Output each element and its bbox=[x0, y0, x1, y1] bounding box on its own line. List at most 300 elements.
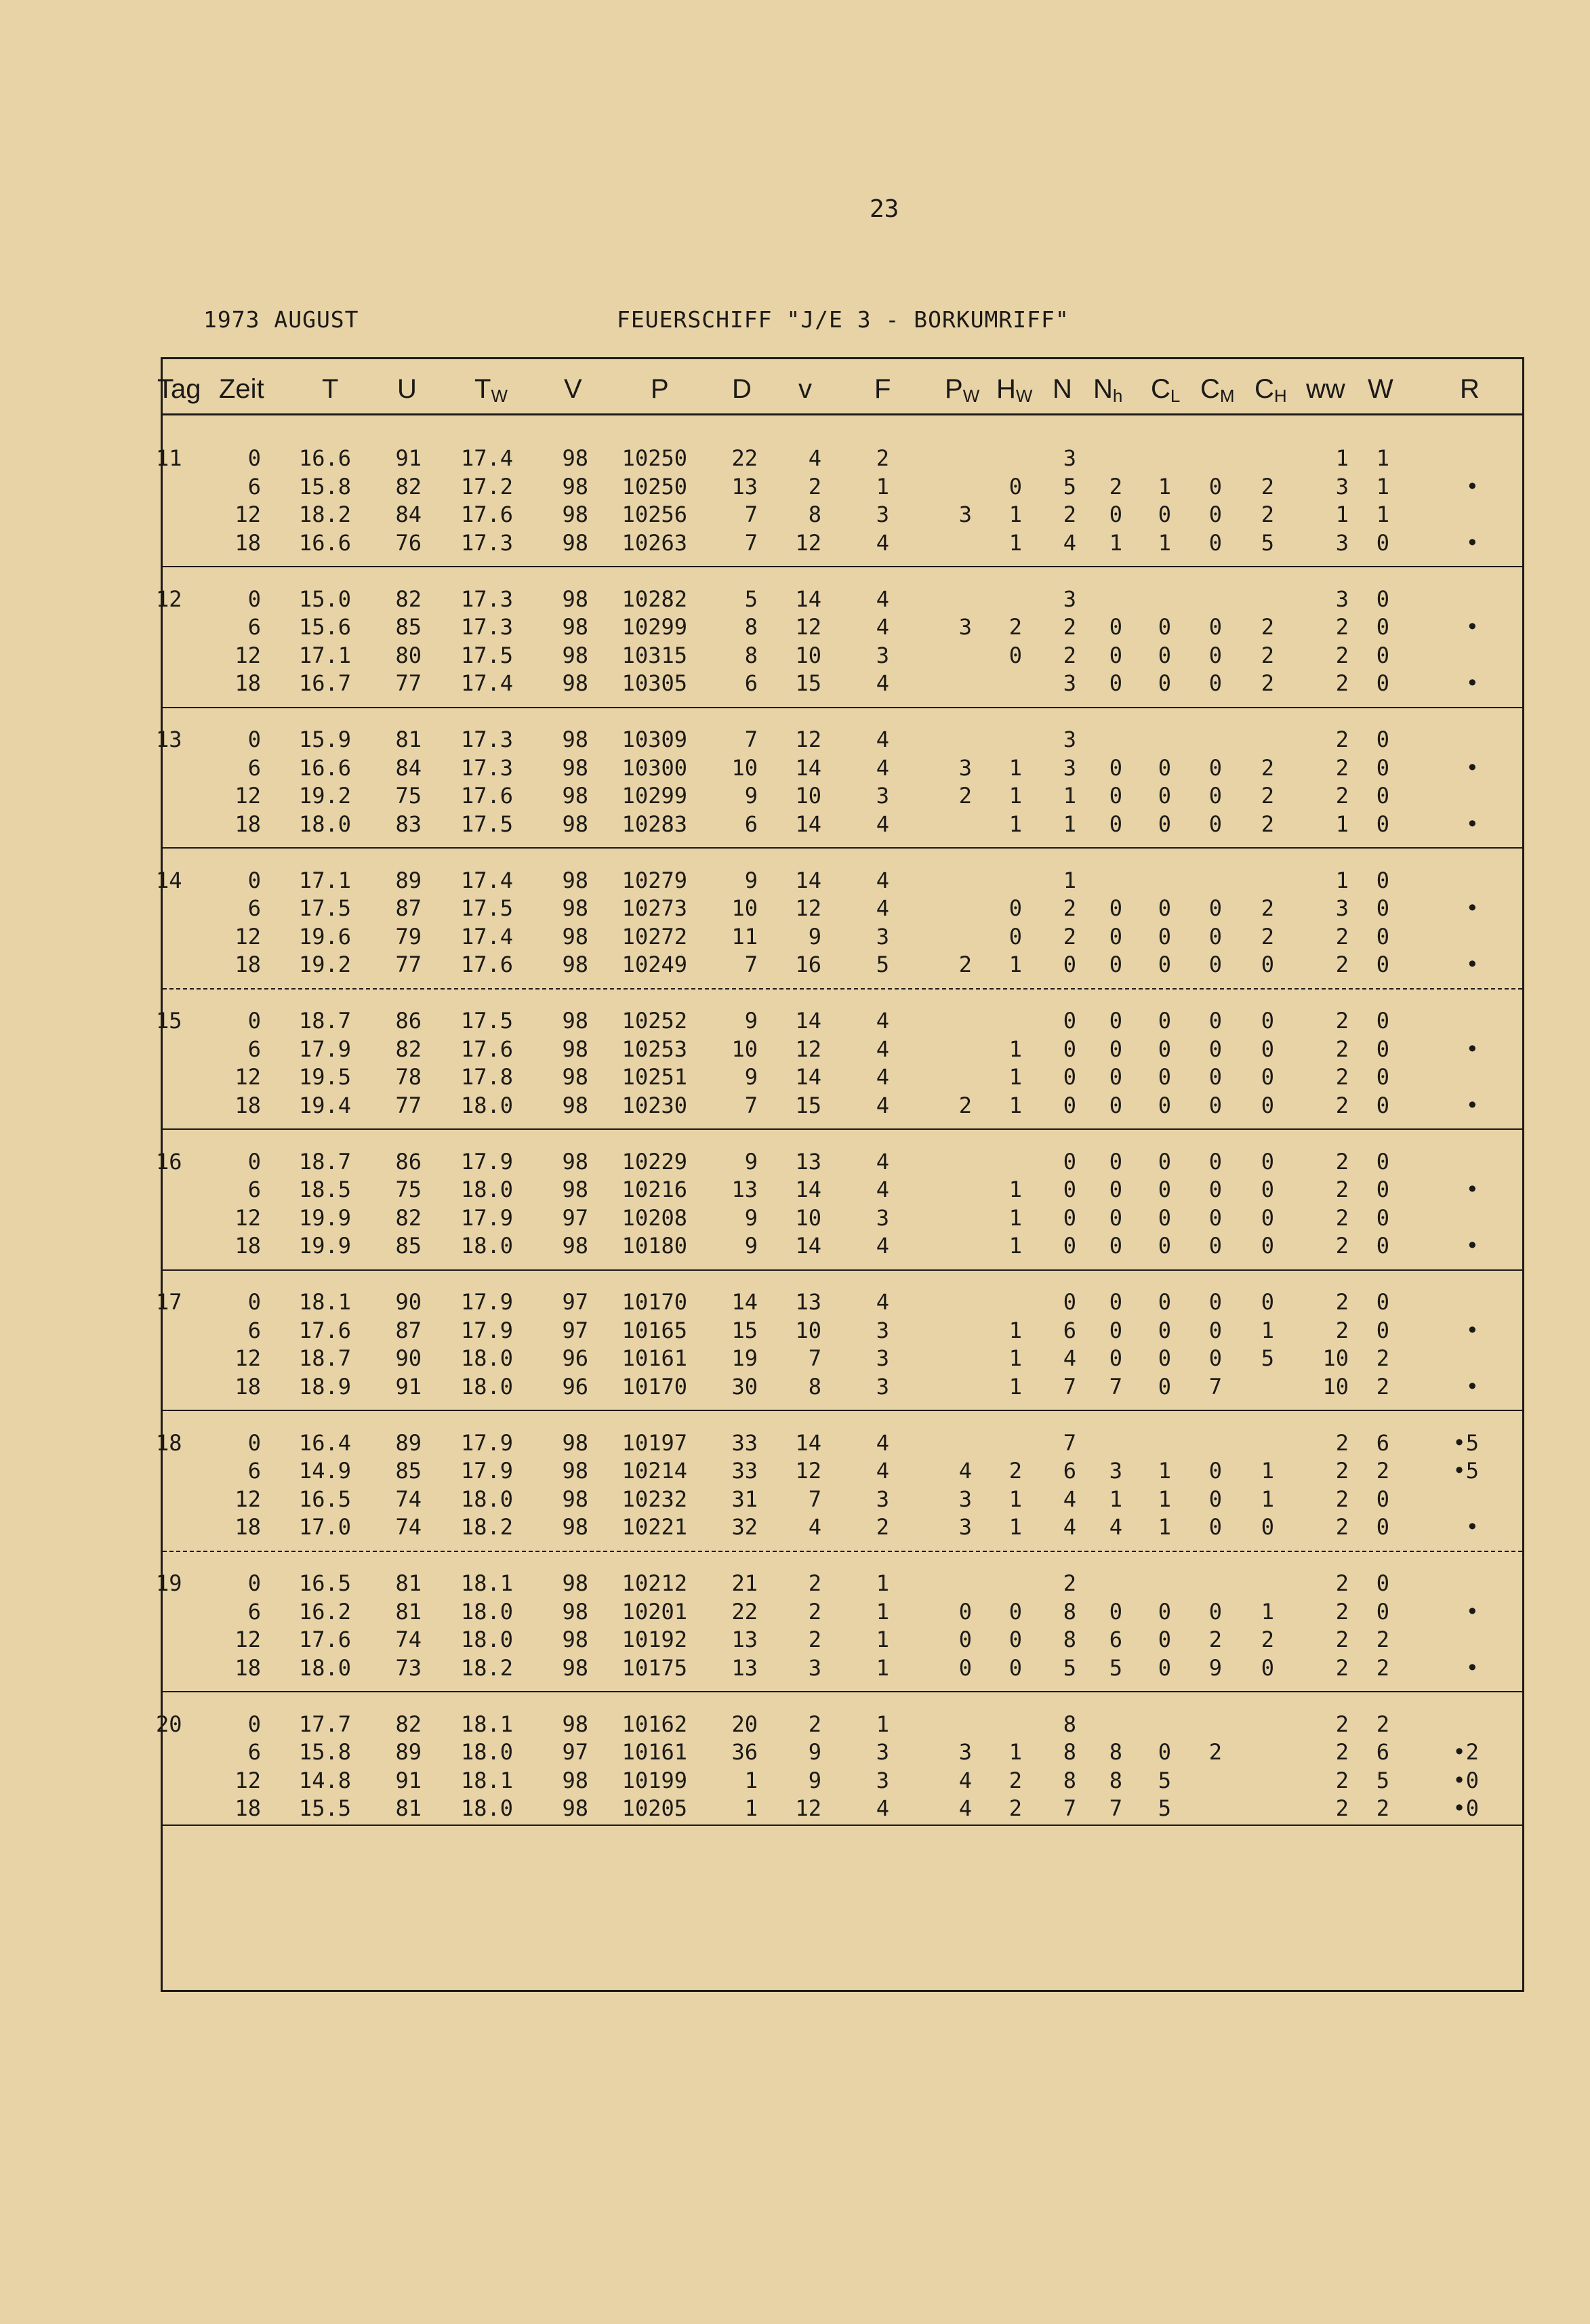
cell-zeit: 12 bbox=[235, 1627, 261, 1652]
cell-u: 81 bbox=[395, 1570, 422, 1596]
day-label: 11 bbox=[156, 445, 182, 471]
cell-vv: 7 bbox=[808, 1345, 821, 1371]
cell-cl: 0 bbox=[1158, 1148, 1171, 1175]
cell-cl: 0 bbox=[1158, 1289, 1171, 1315]
cell-vv: 3 bbox=[808, 1654, 821, 1681]
cell-tw: 17.3 bbox=[460, 586, 513, 612]
cell-p: 10251 bbox=[621, 1064, 687, 1090]
cell-hw: 0 bbox=[1008, 1598, 1022, 1625]
cell-w: 0 bbox=[1376, 1064, 1389, 1090]
cell-tw: 17.4 bbox=[460, 670, 513, 696]
cell-n: 0 bbox=[1063, 1177, 1076, 1202]
cell-tw: 17.6 bbox=[460, 952, 513, 977]
cell-r: • bbox=[1465, 614, 1479, 640]
day-separator bbox=[163, 566, 1522, 567]
day-separator bbox=[163, 1551, 1522, 1552]
cell-vv: 14 bbox=[795, 867, 821, 893]
column-header-d bbox=[732, 374, 752, 405]
cell-vv: 10 bbox=[795, 1317, 821, 1343]
cell-cm: 0 bbox=[1208, 614, 1222, 640]
cell-ww: 2 bbox=[1335, 1486, 1349, 1512]
cell-d: 8 bbox=[744, 642, 758, 668]
cell-f: 3 bbox=[876, 1767, 889, 1793]
cell-cm: 0 bbox=[1208, 1289, 1222, 1315]
cell-tw: 17.9 bbox=[460, 1289, 513, 1315]
cell-n: 2 bbox=[1063, 895, 1076, 921]
cell-zeit: 6 bbox=[247, 1458, 261, 1484]
cell-p: 10252 bbox=[621, 1008, 687, 1034]
cell-v: 98 bbox=[562, 867, 588, 893]
cell-p: 10162 bbox=[621, 1711, 687, 1737]
cell-cl: 0 bbox=[1158, 1008, 1171, 1034]
header-year-month: 1973 AUGUST bbox=[203, 306, 359, 333]
cell-ch: 0 bbox=[1261, 952, 1274, 977]
cell-zeit: 12 bbox=[235, 923, 261, 950]
cell-ch: 0 bbox=[1261, 1204, 1274, 1231]
cell-n: 0 bbox=[1063, 1064, 1076, 1090]
cell-tw: 17.5 bbox=[460, 811, 513, 837]
cell-f: 3 bbox=[876, 1345, 889, 1371]
cell-f: 4 bbox=[876, 1429, 889, 1456]
cell-u: 91 bbox=[395, 1767, 422, 1793]
cell-p: 10279 bbox=[621, 867, 687, 893]
cell-f: 4 bbox=[876, 754, 889, 781]
cell-w: 5 bbox=[1376, 1767, 1389, 1793]
cell-n: 8 bbox=[1063, 1767, 1076, 1793]
cell-hw: 1 bbox=[1008, 1345, 1022, 1371]
cell-w: 0 bbox=[1376, 952, 1389, 977]
cell-n: 3 bbox=[1063, 754, 1076, 781]
day-separator bbox=[163, 1410, 1522, 1411]
cell-nh: 1 bbox=[1109, 1486, 1122, 1512]
cell-w: 2 bbox=[1376, 1654, 1389, 1681]
cell-u: 85 bbox=[395, 1233, 422, 1259]
cell-t: 15.0 bbox=[298, 586, 351, 612]
cell-v: 98 bbox=[562, 1458, 588, 1484]
cell-r: • bbox=[1465, 473, 1479, 500]
cell-w: 0 bbox=[1376, 1289, 1389, 1315]
cell-p: 10273 bbox=[621, 895, 687, 921]
cell-zeit: 12 bbox=[235, 1064, 261, 1090]
cell-t: 18.7 bbox=[298, 1008, 351, 1034]
cell-u: 80 bbox=[395, 642, 422, 668]
cell-v: 98 bbox=[562, 1233, 588, 1259]
column-header-tw bbox=[474, 374, 508, 407]
cell-vv: 12 bbox=[795, 529, 821, 556]
cell-hw: 1 bbox=[1008, 1317, 1022, 1343]
cell-tw: 17.3 bbox=[460, 529, 513, 556]
cell-n: 1 bbox=[1063, 783, 1076, 809]
cell-vv: 14 bbox=[795, 754, 821, 781]
cell-n: 7 bbox=[1063, 1429, 1076, 1456]
cell-cl: 0 bbox=[1158, 1345, 1171, 1371]
cell-t: 19.2 bbox=[298, 952, 351, 977]
cell-vv: 14 bbox=[795, 1064, 821, 1090]
cell-n: 3 bbox=[1063, 727, 1076, 752]
cell-zeit: 0 bbox=[247, 1429, 261, 1456]
cell-ww: 3 bbox=[1335, 895, 1349, 921]
cell-w: 0 bbox=[1376, 811, 1389, 837]
cell-hw: 1 bbox=[1008, 1092, 1022, 1118]
cell-tw: 18.0 bbox=[460, 1092, 513, 1118]
cell-tw: 17.3 bbox=[460, 727, 513, 752]
cell-ww: 2 bbox=[1335, 1739, 1349, 1765]
cell-p: 10161 bbox=[621, 1739, 687, 1765]
cell-w: 2 bbox=[1376, 1795, 1389, 1821]
cell-ww: 2 bbox=[1335, 1289, 1349, 1315]
cell-zeit: 18 bbox=[235, 1373, 261, 1400]
cell-tw: 17.4 bbox=[460, 867, 513, 893]
cell-t: 18.0 bbox=[298, 1654, 351, 1681]
cell-hw: 1 bbox=[1008, 529, 1022, 556]
cell-u: 84 bbox=[395, 754, 422, 781]
cell-ch: 2 bbox=[1261, 754, 1274, 781]
day-label: 18 bbox=[156, 1429, 182, 1456]
cell-f: 1 bbox=[876, 1627, 889, 1652]
cell-hw: 2 bbox=[1008, 1795, 1022, 1821]
cell-v: 97 bbox=[562, 1739, 588, 1765]
cell-p: 10309 bbox=[621, 727, 687, 752]
cell-v: 98 bbox=[562, 1711, 588, 1737]
cell-vv: 2 bbox=[808, 1627, 821, 1652]
cell-n: 6 bbox=[1063, 1317, 1076, 1343]
cell-p: 10161 bbox=[621, 1345, 687, 1371]
cell-ch: 0 bbox=[1261, 1036, 1274, 1062]
cell-vv: 2 bbox=[808, 1598, 821, 1625]
cell-ww: 2 bbox=[1335, 642, 1349, 668]
cell-cl: 0 bbox=[1158, 923, 1171, 950]
cell-f: 3 bbox=[876, 1373, 889, 1400]
cell-tw: 17.4 bbox=[460, 445, 513, 471]
cell-zeit: 0 bbox=[247, 1148, 261, 1175]
cell-cm: 0 bbox=[1208, 502, 1222, 527]
cell-t: 17.1 bbox=[298, 642, 351, 668]
cell-p: 10170 bbox=[621, 1289, 687, 1315]
cell-nh: 0 bbox=[1109, 1092, 1122, 1118]
cell-zeit: 12 bbox=[235, 1345, 261, 1371]
cell-v: 98 bbox=[562, 1654, 588, 1681]
cell-hw: 1 bbox=[1008, 1233, 1022, 1259]
cell-hw: 1 bbox=[1008, 1064, 1022, 1090]
cell-f: 4 bbox=[876, 811, 889, 837]
cell-u: 91 bbox=[395, 1373, 422, 1400]
cell-ww: 1 bbox=[1335, 445, 1349, 471]
cell-r: • bbox=[1465, 1036, 1479, 1062]
cell-ch: 0 bbox=[1261, 1008, 1274, 1034]
cell-pw: 2 bbox=[958, 1092, 972, 1118]
cell-r: • bbox=[1465, 811, 1479, 837]
cell-n: 0 bbox=[1063, 1204, 1076, 1231]
cell-pw: 0 bbox=[958, 1654, 972, 1681]
cell-n: 8 bbox=[1063, 1739, 1076, 1765]
cell-hw: 1 bbox=[1008, 1177, 1022, 1202]
cell-tw: 17.6 bbox=[460, 1036, 513, 1062]
cell-f: 4 bbox=[876, 1092, 889, 1118]
cell-zeit: 18 bbox=[235, 1795, 261, 1821]
cell-hw: 0 bbox=[1008, 642, 1022, 668]
cell-hw: 1 bbox=[1008, 502, 1022, 527]
cell-vv: 2 bbox=[808, 473, 821, 500]
cell-f: 3 bbox=[876, 1317, 889, 1343]
cell-n: 8 bbox=[1063, 1711, 1076, 1737]
cell-w: 0 bbox=[1376, 754, 1389, 781]
column-header-vv bbox=[798, 374, 812, 405]
cell-u: 81 bbox=[395, 1795, 422, 1821]
cell-u: 82 bbox=[395, 1204, 422, 1231]
cell-cl: 0 bbox=[1158, 614, 1171, 640]
cell-ww: 2 bbox=[1335, 727, 1349, 752]
cell-n: 0 bbox=[1063, 1036, 1076, 1062]
cell-nh: 0 bbox=[1109, 1317, 1122, 1343]
column-header-f bbox=[874, 374, 891, 405]
column-header-pw bbox=[945, 374, 979, 407]
cell-r: • bbox=[1465, 1317, 1479, 1343]
cell-nh: 0 bbox=[1109, 642, 1122, 668]
cell-v: 98 bbox=[562, 642, 588, 668]
cell-d: 9 bbox=[744, 1148, 758, 1175]
cell-w: 0 bbox=[1376, 783, 1389, 809]
cell-ww: 2 bbox=[1335, 670, 1349, 696]
column-header-label: P bbox=[945, 374, 963, 404]
cell-f: 4 bbox=[876, 529, 889, 556]
cell-nh: 0 bbox=[1109, 1036, 1122, 1062]
cell-d: 21 bbox=[731, 1570, 758, 1596]
column-header-subscript: W bbox=[962, 386, 980, 406]
cell-u: 89 bbox=[395, 867, 422, 893]
cell-cl: 0 bbox=[1158, 754, 1171, 781]
day-separator bbox=[163, 988, 1522, 990]
cell-v: 98 bbox=[562, 670, 588, 696]
cell-d: 9 bbox=[744, 783, 758, 809]
cell-vv: 15 bbox=[795, 670, 821, 696]
cell-ch: 1 bbox=[1261, 1486, 1274, 1512]
cell-v: 98 bbox=[562, 1092, 588, 1118]
cell-w: 0 bbox=[1376, 1204, 1389, 1231]
cell-ww: 2 bbox=[1335, 1598, 1349, 1625]
cell-u: 86 bbox=[395, 1148, 422, 1175]
cell-zeit: 0 bbox=[247, 1008, 261, 1034]
cell-w: 0 bbox=[1376, 586, 1389, 612]
cell-w: 0 bbox=[1376, 670, 1389, 696]
cell-nh: 0 bbox=[1109, 1598, 1122, 1625]
column-header-label: ww bbox=[1306, 374, 1345, 404]
column-header-label: N bbox=[1093, 374, 1113, 404]
cell-v: 98 bbox=[562, 529, 588, 556]
cell-ch: 2 bbox=[1261, 895, 1274, 921]
cell-t: 19.6 bbox=[298, 923, 351, 950]
cell-d: 7 bbox=[744, 727, 758, 752]
cell-tw: 18.0 bbox=[460, 1795, 513, 1821]
cell-f: 4 bbox=[876, 614, 889, 640]
cell-vv: 12 bbox=[795, 1458, 821, 1484]
cell-u: 87 bbox=[395, 895, 422, 921]
cell-tw: 17.8 bbox=[460, 1064, 513, 1090]
cell-v: 98 bbox=[562, 586, 588, 612]
column-header-label: Zeit bbox=[219, 374, 264, 404]
cell-ww: 1 bbox=[1335, 811, 1349, 837]
cell-cl: 1 bbox=[1158, 1458, 1171, 1484]
cell-zeit: 12 bbox=[235, 1204, 261, 1231]
cell-zeit: 6 bbox=[247, 754, 261, 781]
cell-nh: 0 bbox=[1109, 952, 1122, 977]
day-label: 20 bbox=[156, 1711, 182, 1737]
cell-vv: 14 bbox=[795, 1233, 821, 1259]
cell-cm: 0 bbox=[1208, 895, 1222, 921]
cell-nh: 0 bbox=[1109, 1177, 1122, 1202]
cell-f: 3 bbox=[876, 1204, 889, 1231]
cell-ww: 10 bbox=[1322, 1345, 1349, 1371]
cell-d: 10 bbox=[731, 895, 758, 921]
cell-tw: 17.3 bbox=[460, 614, 513, 640]
cell-d: 22 bbox=[731, 1598, 758, 1625]
column-header-n bbox=[1053, 374, 1072, 405]
cell-n: 0 bbox=[1063, 1092, 1076, 1118]
cell-t: 18.7 bbox=[298, 1148, 351, 1175]
cell-t: 14.8 bbox=[298, 1767, 351, 1793]
cell-f: 4 bbox=[876, 586, 889, 612]
cell-d: 36 bbox=[731, 1739, 758, 1765]
cell-cl: 0 bbox=[1158, 1627, 1171, 1652]
cell-t: 17.7 bbox=[298, 1711, 351, 1737]
cell-v: 98 bbox=[562, 1627, 588, 1652]
cell-hw: 1 bbox=[1008, 1514, 1022, 1540]
cell-ch: 2 bbox=[1261, 642, 1274, 668]
cell-u: 82 bbox=[395, 586, 422, 612]
cell-ch: 2 bbox=[1261, 783, 1274, 809]
cell-zeit: 0 bbox=[247, 1289, 261, 1315]
cell-d: 1 bbox=[744, 1767, 758, 1793]
cell-ww: 2 bbox=[1335, 1711, 1349, 1737]
cell-ch: 5 bbox=[1261, 1345, 1274, 1371]
cell-u: 75 bbox=[395, 1177, 422, 1202]
cell-tw: 17.5 bbox=[460, 1008, 513, 1034]
cell-cl: 1 bbox=[1158, 529, 1171, 556]
cell-v: 98 bbox=[562, 754, 588, 781]
cell-r: • bbox=[1465, 1233, 1479, 1259]
header-separator bbox=[161, 413, 1524, 415]
cell-zeit: 6 bbox=[247, 1177, 261, 1202]
cell-ch: 0 bbox=[1261, 1514, 1274, 1540]
cell-n: 1 bbox=[1063, 811, 1076, 837]
cell-vv: 4 bbox=[808, 1514, 821, 1540]
cell-zeit: 0 bbox=[247, 445, 261, 471]
cell-nh: 2 bbox=[1109, 473, 1122, 500]
cell-pw: 4 bbox=[958, 1458, 972, 1484]
cell-cm: 0 bbox=[1208, 1036, 1222, 1062]
cell-t: 17.0 bbox=[298, 1514, 351, 1540]
cell-ch: 1 bbox=[1261, 1598, 1274, 1625]
cell-p: 10256 bbox=[621, 502, 687, 527]
cell-f: 2 bbox=[876, 445, 889, 471]
cell-tw: 18.0 bbox=[460, 1627, 513, 1652]
column-header-subscript: H bbox=[1273, 386, 1287, 406]
cell-v: 98 bbox=[562, 502, 588, 527]
cell-u: 87 bbox=[395, 1317, 422, 1343]
cell-cm: 0 bbox=[1208, 1514, 1222, 1540]
cell-ch: 2 bbox=[1261, 502, 1274, 527]
column-header-v bbox=[564, 374, 582, 405]
cell-p: 10283 bbox=[621, 811, 687, 837]
cell-ww: 2 bbox=[1335, 1233, 1349, 1259]
cell-ww: 2 bbox=[1335, 1008, 1349, 1034]
cell-nh: 0 bbox=[1109, 754, 1122, 781]
cell-r: •0 bbox=[1452, 1767, 1479, 1793]
cell-d: 10 bbox=[731, 1036, 758, 1062]
cell-ch: 1 bbox=[1261, 1317, 1274, 1343]
cell-r: •5 bbox=[1452, 1429, 1479, 1456]
cell-vv: 14 bbox=[795, 811, 821, 837]
cell-zeit: 18 bbox=[235, 670, 261, 696]
cell-u: 74 bbox=[395, 1514, 422, 1540]
column-header-label: W bbox=[1368, 374, 1393, 404]
column-header-label: C bbox=[1255, 374, 1274, 404]
cell-n: 8 bbox=[1063, 1627, 1076, 1652]
cell-f: 3 bbox=[876, 642, 889, 668]
cell-v: 98 bbox=[562, 1177, 588, 1202]
cell-n: 3 bbox=[1063, 670, 1076, 696]
cell-n: 5 bbox=[1063, 1654, 1076, 1681]
cell-ch: 2 bbox=[1261, 1627, 1274, 1652]
cell-r: • bbox=[1465, 1654, 1479, 1681]
cell-f: 4 bbox=[876, 1458, 889, 1484]
cell-u: 82 bbox=[395, 1711, 422, 1737]
cell-zeit: 6 bbox=[247, 614, 261, 640]
cell-pw: 3 bbox=[958, 614, 972, 640]
cell-ch: 0 bbox=[1261, 1177, 1274, 1202]
cell-f: 1 bbox=[876, 1654, 889, 1681]
cell-t: 17.1 bbox=[298, 867, 351, 893]
cell-hw: 1 bbox=[1008, 754, 1022, 781]
cell-v: 96 bbox=[562, 1373, 588, 1400]
cell-nh: 0 bbox=[1109, 614, 1122, 640]
cell-d: 15 bbox=[731, 1317, 758, 1343]
column-header-subscript: W bbox=[1015, 386, 1033, 406]
cell-d: 7 bbox=[744, 502, 758, 527]
column-header-r bbox=[1460, 374, 1480, 405]
column-header-zeit bbox=[219, 374, 264, 405]
cell-f: 1 bbox=[876, 473, 889, 500]
cell-w: 2 bbox=[1376, 1373, 1389, 1400]
cell-ww: 1 bbox=[1335, 502, 1349, 527]
cell-v: 98 bbox=[562, 727, 588, 752]
column-header-hw bbox=[996, 374, 1032, 407]
cell-u: 77 bbox=[395, 670, 422, 696]
cell-nh: 3 bbox=[1109, 1458, 1122, 1484]
cell-v: 98 bbox=[562, 1598, 588, 1625]
column-header-ch bbox=[1255, 374, 1287, 407]
cell-hw: 2 bbox=[1008, 614, 1022, 640]
cell-tw: 18.0 bbox=[460, 1739, 513, 1765]
cell-cl: 0 bbox=[1158, 642, 1171, 668]
cell-pw: 2 bbox=[958, 783, 972, 809]
cell-nh: 0 bbox=[1109, 895, 1122, 921]
cell-pw: 0 bbox=[958, 1598, 972, 1625]
cell-n: 0 bbox=[1063, 1233, 1076, 1259]
cell-nh: 0 bbox=[1109, 502, 1122, 527]
column-header-label: Tag bbox=[157, 374, 201, 404]
cell-v: 96 bbox=[562, 1345, 588, 1371]
cell-cm: 0 bbox=[1208, 529, 1222, 556]
cell-pw: 3 bbox=[958, 502, 972, 527]
cell-f: 1 bbox=[876, 1598, 889, 1625]
cell-r: •5 bbox=[1452, 1458, 1479, 1484]
cell-t: 18.2 bbox=[298, 502, 351, 527]
cell-n: 2 bbox=[1063, 502, 1076, 527]
cell-p: 10221 bbox=[621, 1514, 687, 1540]
cell-t: 16.6 bbox=[298, 754, 351, 781]
cell-v: 98 bbox=[562, 1148, 588, 1175]
cell-hw: 0 bbox=[1008, 1654, 1022, 1681]
